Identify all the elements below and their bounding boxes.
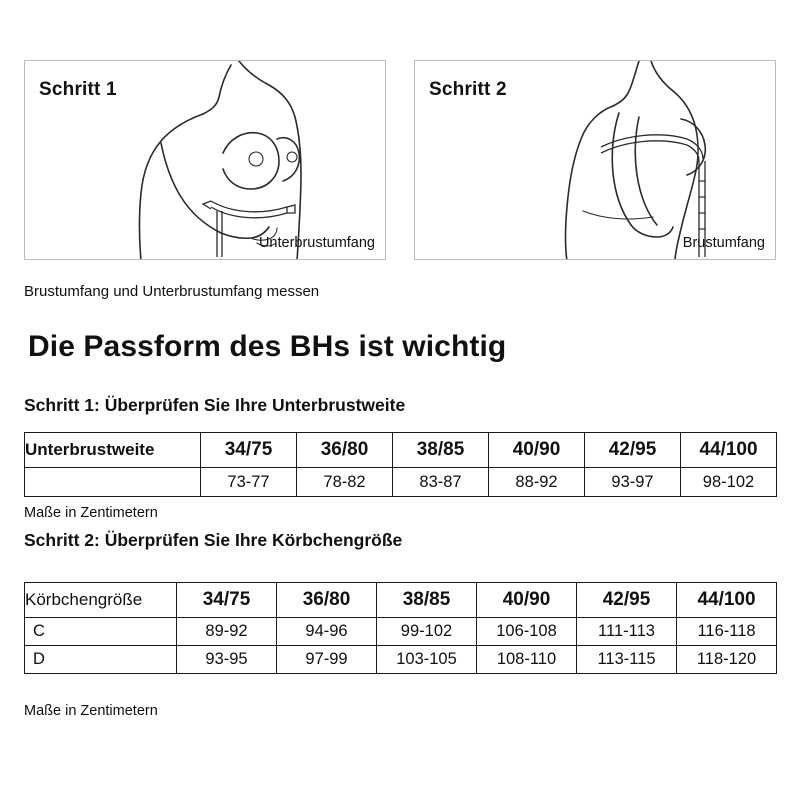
underbust-value-row-label bbox=[25, 468, 201, 497]
table-cell: 97-99 bbox=[277, 646, 377, 674]
column-header: 44/100 bbox=[677, 583, 777, 618]
table-cell: 78-82 bbox=[297, 468, 393, 497]
table-cell: 108-110 bbox=[477, 646, 577, 674]
cup-label: C bbox=[25, 618, 177, 646]
step-1-note: Maße in Zentimetern bbox=[24, 505, 158, 521]
table-cell: 113-115 bbox=[577, 646, 677, 674]
underbust-size-table bbox=[24, 432, 777, 497]
table-row bbox=[25, 646, 777, 674]
underbust-row-label: Unterbrustweite bbox=[25, 433, 201, 468]
panel-1-title: Schritt 1 bbox=[39, 79, 117, 100]
table-cell: 99-102 bbox=[377, 618, 477, 646]
step-1-heading: Schritt 1: Überprüfen Sie Ihre Unterbrustweite bbox=[24, 395, 406, 415]
column-header: 34/75 bbox=[177, 583, 277, 618]
step-2-note: Maße in Zentimetern bbox=[24, 703, 158, 719]
table-cell: 116-118 bbox=[677, 618, 777, 646]
step-2-heading: Schritt 2: Überprüfen Sie Ihre Körbchengröße bbox=[24, 530, 403, 550]
table-cell: 83-87 bbox=[393, 468, 489, 497]
column-header: 36/80 bbox=[297, 433, 393, 468]
table-cell: 98-102 bbox=[681, 468, 777, 497]
panel-1-caption: Unterbrustumfang bbox=[258, 235, 375, 251]
cup-label: D bbox=[25, 646, 177, 674]
table-cell: 111-113 bbox=[577, 618, 677, 646]
column-header: 42/95 bbox=[585, 433, 681, 468]
illustration-panels bbox=[24, 60, 776, 260]
column-header: 40/90 bbox=[489, 433, 585, 468]
table-cell: 106-108 bbox=[477, 618, 577, 646]
column-header: 40/90 bbox=[477, 583, 577, 618]
panel-2-title: Schritt 2 bbox=[429, 79, 507, 100]
column-header: 38/85 bbox=[393, 433, 489, 468]
table-cell: 103-105 bbox=[377, 646, 477, 674]
panel-step-1 bbox=[24, 60, 386, 260]
page-title: Die Passform des BHs ist wichtig bbox=[28, 330, 507, 363]
panel-step-2 bbox=[414, 60, 776, 260]
table-cell: 94-96 bbox=[277, 618, 377, 646]
table-cell: 93-97 bbox=[585, 468, 681, 497]
panels-caption: Brustumfang und Unterbrustumfang messen bbox=[24, 283, 320, 300]
table-cell: 88-92 bbox=[489, 468, 585, 497]
panel-2-caption: Brustumfang bbox=[682, 235, 765, 251]
cup-row-label: Körbchengröße bbox=[25, 583, 177, 618]
column-header: 38/85 bbox=[377, 583, 477, 618]
table-cell: 73-77 bbox=[201, 468, 297, 497]
table-row bbox=[25, 583, 777, 618]
column-header: 44/100 bbox=[681, 433, 777, 468]
table-row bbox=[25, 468, 777, 497]
table-row bbox=[25, 618, 777, 646]
table-row bbox=[25, 433, 777, 468]
column-header: 34/75 bbox=[201, 433, 297, 468]
table-cell: 118-120 bbox=[677, 646, 777, 674]
cup-size-table bbox=[24, 582, 777, 674]
table-cell: 93-95 bbox=[177, 646, 277, 674]
column-header: 42/95 bbox=[577, 583, 677, 618]
column-header: 36/80 bbox=[277, 583, 377, 618]
table-cell: 89-92 bbox=[177, 618, 277, 646]
